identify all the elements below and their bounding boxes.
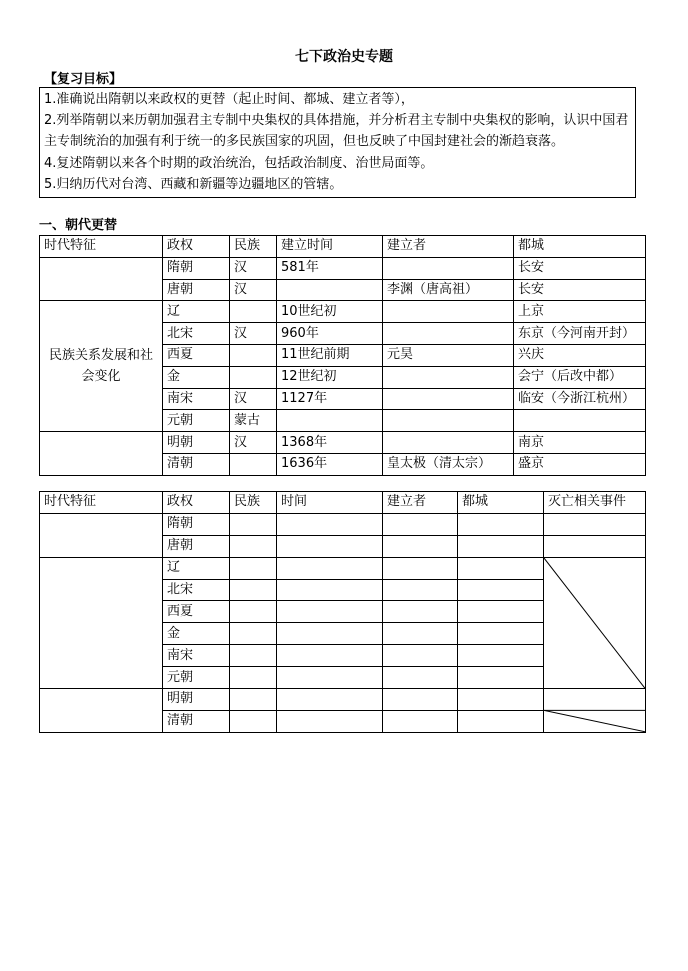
- era-cell: [40, 689, 163, 733]
- table-cell: [230, 366, 277, 388]
- blank-cell: [383, 667, 458, 689]
- blank-cell: [458, 579, 544, 601]
- table-cell: [230, 344, 277, 366]
- table-cell: [383, 432, 514, 454]
- header-cell: 建立时间: [277, 236, 383, 258]
- table-cell: [514, 410, 646, 432]
- blank-cell: [383, 645, 458, 667]
- table-cell: 北宋: [163, 579, 230, 601]
- era-cell: [40, 432, 163, 476]
- blank-cell: [230, 601, 277, 623]
- table-cell: [383, 257, 514, 279]
- header-cell: 时代特征: [40, 236, 163, 258]
- header-cell: 时间: [277, 492, 383, 514]
- dynasty-table: [39, 235, 646, 476]
- table-cell: 南京: [514, 432, 646, 454]
- table-cell: 长安: [514, 257, 646, 279]
- table-cell: [383, 323, 514, 345]
- table-row: [40, 301, 646, 323]
- table-header-row: [40, 492, 646, 514]
- blank-cell: [383, 535, 458, 557]
- goal-line-2: 2.列举隋朝以来历朝加强君主专制中央集权的具体措施，并分析君主专制中央集权的影响，认识中国君主专制统治的加强有利于统一的多民族国家的巩固，但也反映了中国封建社会的渐趋衰落。: [44, 113, 629, 150]
- era-cell: [40, 257, 163, 301]
- table-cell: 10世纪初: [277, 301, 383, 323]
- crossed-out-cell: [544, 689, 646, 733]
- goal-line-1: 1.准确说出隋朝以来政权的更替（起止时间、都城、建立者等），: [44, 92, 414, 107]
- table-cell: 临安（今浙江杭州）: [514, 388, 646, 410]
- table-cell: [277, 279, 383, 301]
- table-cell: 李渊（唐高祖）: [383, 279, 514, 301]
- blank-cell: [230, 623, 277, 645]
- crossed-out-cell: [544, 557, 646, 688]
- blank-cell: [458, 601, 544, 623]
- blank-cell: [230, 645, 277, 667]
- blank-cell: [230, 689, 277, 711]
- blank-cell: [277, 557, 383, 579]
- blank-cell: [544, 513, 646, 535]
- blank-cell: [277, 710, 383, 732]
- blank-cell: [544, 535, 646, 557]
- era-cell: [40, 513, 163, 557]
- table-header-row: [40, 236, 646, 258]
- header-cell: 灭亡相关事件: [544, 492, 646, 514]
- table-cell: 1636年: [277, 453, 383, 475]
- table-cell: 汉: [230, 432, 277, 454]
- blank-cell: [458, 667, 544, 689]
- goal-line-3: 4.复述隋朝以来各个时期的政治统治，包括政治制度、治世局面等。: [44, 155, 434, 171]
- table-cell: 金: [163, 623, 230, 645]
- blank-cell: [383, 689, 458, 711]
- table-cell: [230, 301, 277, 323]
- goals-box: [39, 87, 636, 198]
- blank-cell: [230, 557, 277, 579]
- table-cell: 南宋: [163, 645, 230, 667]
- table-cell: [383, 301, 514, 323]
- table-cell: 辽: [163, 301, 230, 323]
- blank-cell: [230, 513, 277, 535]
- table-cell: 隋朝: [163, 513, 230, 535]
- table-cell: 兴庆: [514, 344, 646, 366]
- table-row: [40, 513, 646, 535]
- blank-cell: [458, 535, 544, 557]
- blank-cell: [383, 513, 458, 535]
- blank-cell: [277, 689, 383, 711]
- blank-cell: [277, 623, 383, 645]
- table-cell: 明朝: [163, 689, 230, 711]
- table-cell: 汉: [230, 323, 277, 345]
- goal-line-4: 5.归纳历代对台湾、西藏和新疆等边疆地区的管辖。: [44, 176, 343, 192]
- blank-cell: [458, 557, 544, 579]
- table-cell: 清朝: [163, 710, 230, 732]
- blank-cell: [230, 535, 277, 557]
- table-cell: 12世纪初: [277, 366, 383, 388]
- table-cell: 盛京: [514, 453, 646, 475]
- header-cell: 政权: [163, 236, 230, 258]
- table-cell: 西夏: [163, 344, 230, 366]
- table-cell: [383, 388, 514, 410]
- table-row: [40, 257, 646, 279]
- blank-cell: [458, 645, 544, 667]
- table-cell: 金: [163, 366, 230, 388]
- table-cell: 北宋: [163, 323, 230, 345]
- table-cell: 元朝: [163, 410, 230, 432]
- table-cell: 西夏: [163, 601, 230, 623]
- table-cell: 东京（今河南开封）: [514, 323, 646, 345]
- blank-cell: [277, 601, 383, 623]
- blank-cell: [383, 601, 458, 623]
- blank-cell: [458, 513, 544, 535]
- diagonal-line: [544, 689, 645, 732]
- table-cell: 汉: [230, 279, 277, 301]
- blank-cell: [277, 535, 383, 557]
- table-cell: 清朝: [163, 453, 230, 475]
- table-cell: [230, 453, 277, 475]
- table-cell: 1127年: [277, 388, 383, 410]
- table-cell: 隋朝: [163, 257, 230, 279]
- blank-cell: [277, 667, 383, 689]
- table-cell: [383, 410, 514, 432]
- header-cell: 民族: [230, 492, 277, 514]
- header-cell: 都城: [514, 236, 646, 258]
- header-cell: 建立者: [383, 236, 514, 258]
- table-cell: 蒙古: [230, 410, 277, 432]
- blank-cell: [230, 667, 277, 689]
- table-cell: 南宋: [163, 388, 230, 410]
- blank-cell: [277, 579, 383, 601]
- header-cell: 建立者: [383, 492, 458, 514]
- table-cell: 皇太极（清太宗）: [383, 453, 514, 475]
- table-cell: 960年: [277, 323, 383, 345]
- dynasty-worksheet-table: [39, 491, 646, 733]
- table-cell: 明朝: [163, 432, 230, 454]
- diagonal-line: [544, 558, 645, 688]
- blank-cell: [458, 623, 544, 645]
- blank-cell: [383, 623, 458, 645]
- header-cell: 民族: [230, 236, 277, 258]
- blank-cell: [458, 710, 544, 732]
- table-cell: 唐朝: [163, 279, 230, 301]
- table-cell: 汉: [230, 257, 277, 279]
- table-cell: 581年: [277, 257, 383, 279]
- blank-cell: [230, 579, 277, 601]
- header-cell: 都城: [458, 492, 544, 514]
- table-cell: 唐朝: [163, 535, 230, 557]
- page-title: 七下政治史专题: [295, 49, 393, 65]
- table-cell: 会宁（后改中都）: [514, 366, 646, 388]
- blank-cell: [458, 689, 544, 711]
- table-row: [40, 432, 646, 454]
- table-cell: 1368年: [277, 432, 383, 454]
- goals-heading: 【复习目标】: [44, 72, 123, 87]
- table-cell: 上京: [514, 301, 646, 323]
- table-row: [40, 557, 646, 579]
- section-heading-dynasties: 一、朝代更替: [39, 218, 118, 233]
- era-cell: [40, 557, 163, 688]
- header-cell: 政权: [163, 492, 230, 514]
- table-cell: 元朝: [163, 667, 230, 689]
- table-cell: [277, 410, 383, 432]
- table-cell: 辽: [163, 557, 230, 579]
- header-cell: 时代特征: [40, 492, 163, 514]
- blank-cell: [383, 557, 458, 579]
- table-cell: 11世纪前期: [277, 344, 383, 366]
- table-cell: [383, 366, 514, 388]
- table-cell: 汉: [230, 388, 277, 410]
- blank-cell: [277, 513, 383, 535]
- blank-cell: [277, 645, 383, 667]
- table-row: [40, 689, 646, 711]
- blank-cell: [230, 710, 277, 732]
- blank-cell: [383, 710, 458, 732]
- table-cell: 元昊: [383, 344, 514, 366]
- table-cell: 长安: [514, 279, 646, 301]
- blank-cell: [383, 579, 458, 601]
- era-cell-ethnic-relations: 民族关系发展和社会变化: [40, 301, 163, 432]
